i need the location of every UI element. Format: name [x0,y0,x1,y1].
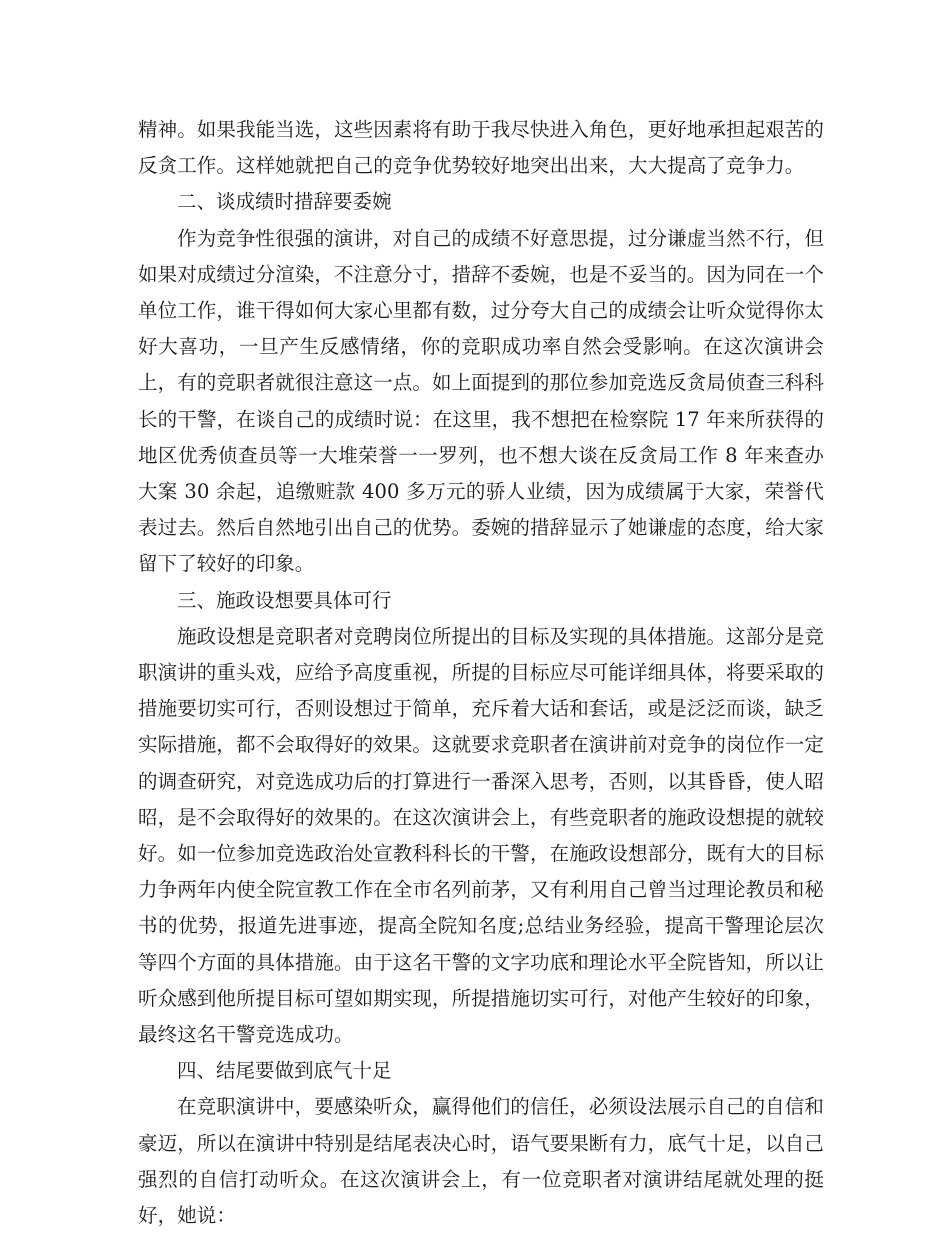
section-heading-4: 四、结尾要做到底气十足 [177,1059,392,1083]
paragraph-achievements: 作为竞争性很强的演讲，对自己的成绩不好意思提，过分谦虚当然不行，但如果对成绩过分渲染，不注意分寸，措辞不委婉，也是不妥当的。因为同在一个单位工作，谁干得如何大家心里都有数，过分夸大自己的成绩会让听众觉得你太好大喜功，一旦产生反感情绪，你的竞职成功率自然会受影响。在这次演讲会上，有的竞职者就很注意这一点。如上面提到的那位参加竞选反贪局侦查三科科长的干警，在谈自己的成绩时说：在这里，我不想把在检察院 17 年来所获得的地区优秀侦查员等一大堆荣誉一一罗列，也不想大谈在反贪局工作 8 年来查办大案 30 余起，追缴赃款 400 多万元的骄人业绩，因为成绩属于大家，荣誉代表过去。然后自然地引出自己的优势。委婉的措辞显示了她谦虚的态度，给大家留下了较好的印象。 [138,226,825,576]
paragraph-plans: 施政设想是竞职者对竞聘岗位所提出的目标及实现的具体措施。这部分是竞职演讲的重头戏，应给予高度重视，所提的目标应尽可能详细具体，将要采取的措施要切实可行，否则设想过于简单，充斥着大话和套话，或是泛泛而谈，缺乏实际措施，都不会取得好的效果。这就要求竞职者在演讲前对竞争的岗位作一定的调查研究，对竞选成功后的打算进行一番深入思考，否则，以其昏昏，使人昭昭，是不会取得好的效果的。在这次演讲会上，有些竞职者的施政设想提的就较好。如一位参加竞选政治处宣教科科长的干警，在施政设想部分，既有大的目标力争两年内使全院宣教工作在全市名列前茅，又有利用自己曾当过理论教员和秘书的优势，报道先进事迹，提高全院知名度;总结业务经验，提高干警理论层次等四个方面的具体措施。由于这名干警的文字功底和理论水平全院皆知，所以让听众感到他所提目标可望如期实现，所提措施切实可行，对他产生较好的印象，最终这名干警竞选成功。 [138,624,825,1047]
section-heading-3: 三、施政设想要具体可行 [177,588,392,612]
paragraph-ending: 在竞职演讲中，要感染听众，赢得他们的信任，必须设法展示自己的自信和豪迈，所以在演讲中特别是结尾表决心时，语气要果断有力，底气十足，以自己强烈的自信打动听众。在这次演讲会上，有一位竞职者对演讲结尾就处理的挺好，她说： [138,1095,825,1228]
section-heading-2: 二、谈成绩时措辞要委婉 [177,190,392,214]
paragraph-continuation: 精神。如果我能当选，这些因素将有助于我尽快进入角色，更好地承担起艰苦的反贪工作。这样她就把自己的竞争优势较好地突出出来，大大提高了竞争力。 [138,118,825,178]
document-body [138,112,824,1234]
